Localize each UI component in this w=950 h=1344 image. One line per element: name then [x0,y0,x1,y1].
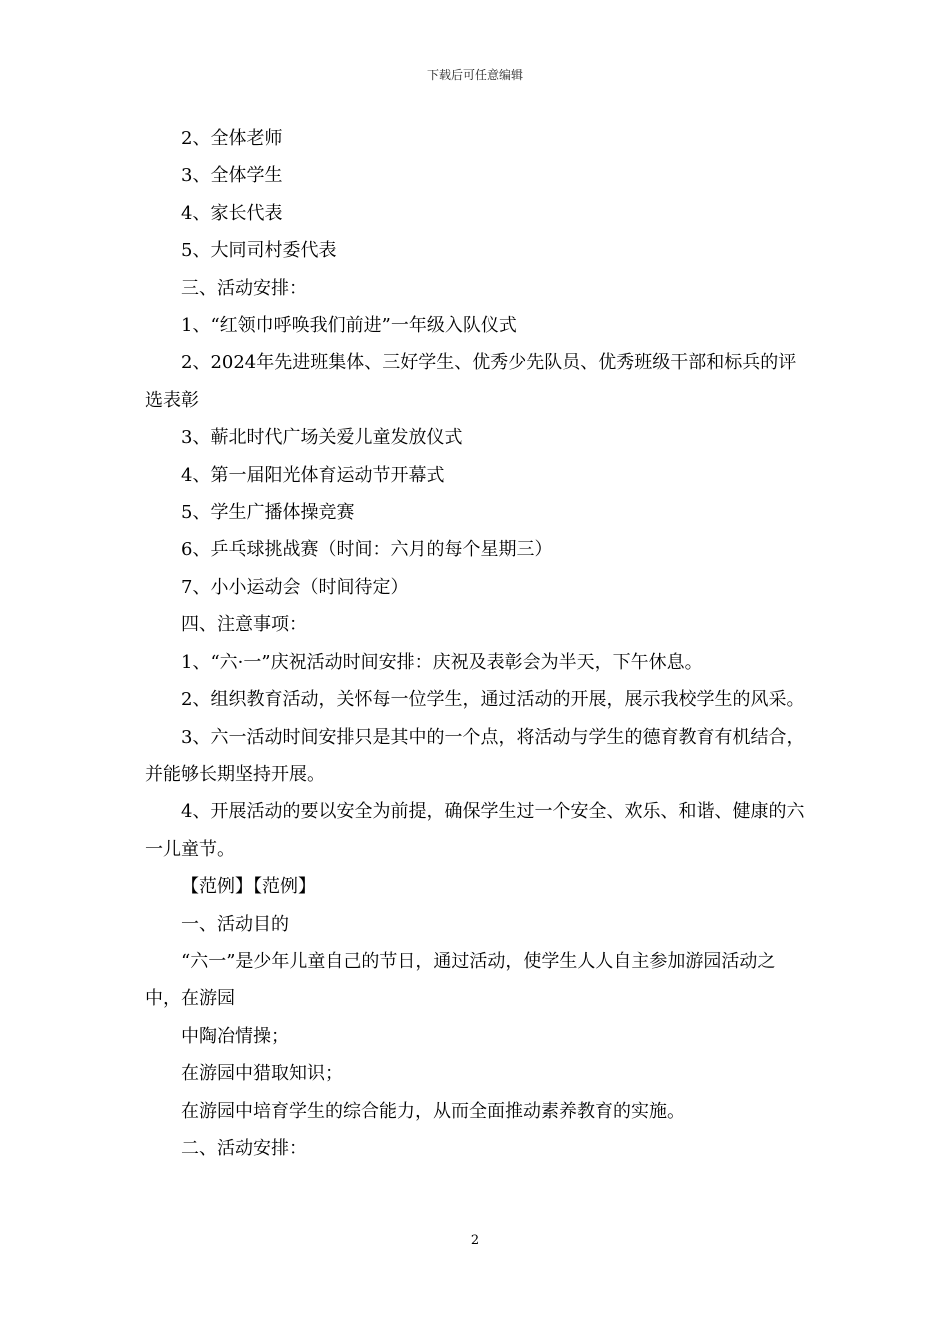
paragraph: 5、学生广播体操竞赛 [181,502,355,524]
paragraph: 5、大同司村委代表 [181,240,337,262]
header-note: 下载后可任意编辑 [426,68,523,82]
paragraph: 2、组织教育活动，关怀每一位学生，通过活动的开展，展示我校学生的风采。 [181,689,805,711]
paragraph: 2、全体老师 [181,128,283,149]
paragraph: 在游园中培育学生的综合能力，从而全面推动素养教育的实施。 [181,1100,685,1122]
section-heading: 一、活动目的 [181,913,289,935]
document-body [145,120,810,1167]
paragraph: 在游园中猎取知识； [181,1063,343,1085]
section-heading: 【范例】【范例】 [181,876,316,898]
paragraph: 2、2024年先进班集体、三好学生、优秀少先队员、优秀班级干部和标兵的评选表彰 [145,352,797,411]
paragraph: 4、第一届阳光体育运动节开幕式 [181,464,445,486]
section-heading: 二、活动安排： [181,1137,307,1159]
paragraph: 3、全体学生 [181,165,283,187]
paragraph: 4、开展活动的要以安全为前提，确保学生过一个安全、欢乐、和谐、健康的六一儿童节。 [145,801,805,860]
paragraph: 3、六一活动时间安排只是其中的一个点，将活动与学生的德育教育有机结合，并能够长期坚持开展。 [145,726,805,785]
paragraph: 4、家长代表 [181,202,283,224]
page-number: 2 [470,1233,480,1248]
paragraph: “六一”是少年儿童自己的节日，通过活动，使学生人人自主参加游园活动之中，在游园 [145,950,776,1010]
section-heading: 四、注意事项： [181,614,307,636]
paragraph: 1、“红领巾呼唤我们前进”一年级入队仪式 [181,315,517,337]
paragraph: 中陶冶情操； [181,1025,289,1047]
paragraph: 1、“六·一”庆祝活动时间安排：庆祝及表彰会为半天，下午休息。 [181,651,703,673]
paragraph: 3、蕲北时代广场关爱儿童发放仪式 [181,427,463,449]
section-heading: 三、活动安排： [181,277,307,299]
paragraph: 7、小小运动会（时间待定） [181,576,409,598]
paragraph: 6、乒乓球挑战赛（时间：六月的每个星期三） [181,539,553,561]
